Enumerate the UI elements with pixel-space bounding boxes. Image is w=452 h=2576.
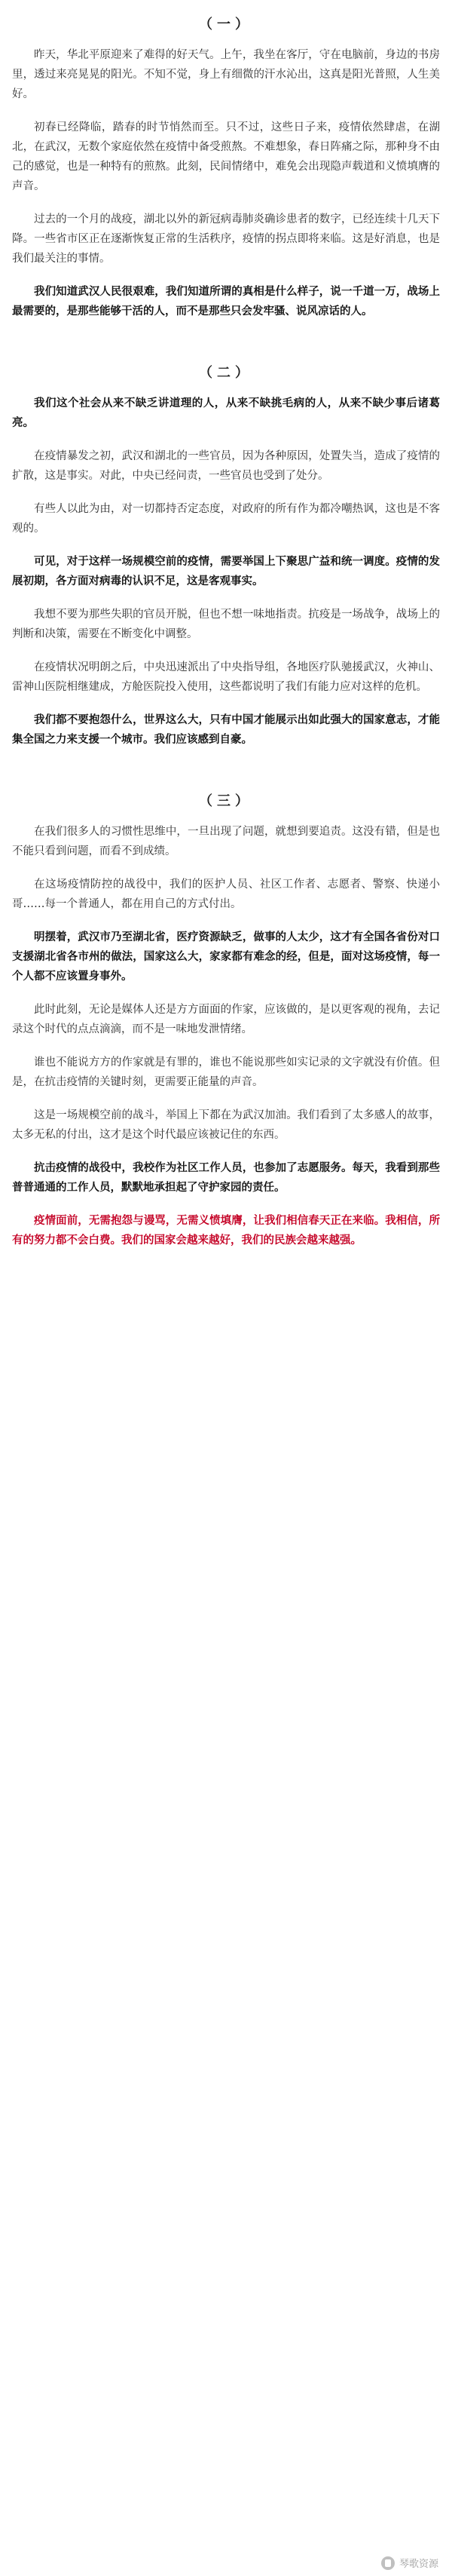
section-1-paragraph-1: 昨天，华北平原迎来了难得的好天气。上午，我坐在客厅，守在电脑前，身边的书房里，透过来亮晃晃的阳光。不知不觉，身上有细微的汗水沁出，这真是阳光普照，人生美好。 — [12, 49, 440, 100]
section-1-paragraph-4: 我们知道武汉人民很艰难，我们知道所谓的真相是什么样子，说一千道一万，战场上最需要的，是那些能够干活的人，而不是那些只会发牢骚、说风凉话的人。 — [12, 285, 440, 317]
section-2-paragraph-4: 可见，对于这样一场规模空前的疫情，需要举国上下聚思广益和统一调度。疫情的发展初期，各方面对病毒的认识不足，这是客观事实。 — [12, 555, 440, 587]
section-2-paragraph-3: 有些人以此为由，对一切都持否定态度，对政府的所有作为都冷嘲热讽，这也是不客观的。 — [12, 503, 440, 535]
section-3-paragraph-5: 谁也不能说方方的作家就是有罪的，谁也不能说那些如实记录的文字就没有价值。但是，在抗击疫情的关键时刻，更需要正能量的声音。 — [12, 1056, 440, 1088]
section-3-paragraph-7: 抗击疫情的战役中，我校作为社区工作人员，也参加了志愿服务。每天，我看到那些普普通通的工作人员，默默地承担起了守护家园的责任。 — [12, 1161, 440, 1194]
section-2-paragraph-2: 在疫情暴发之初，武汉和湖北的一些官员，因为各种原因，处置失当，造成了疫情的扩散，这是事实。对此，中央已经问责，一些官员也受到了处分。 — [12, 450, 440, 482]
section-3-paragraph-2: 在这场疫情防控的战役中，我们的医护人员、社区工作者、志愿者、警察、快递小哥……每一个普通人，都在用自己的方式付出。 — [12, 879, 440, 910]
watermark-label: 琴歌资源 — [399, 2559, 438, 2570]
section-1-paragraph-2: 初春已经降临，踏春的时节悄然而至。只不过，这些日子来，疫情依然肆虐，在湖北，在武汉，无数个家庭依然在疫情中备受煎熬。不难想象，春日阵痛之际，那种身不由己的感觉，也是一种特有的煎熬。此刻，民间情绪中，难免会出现隐声载道和义愤填膺的声音。 — [12, 121, 440, 192]
section-3-paragraph-1: 在我们很多人的习惯性思维中，一旦出现了问题，就想到要追责。这没有错，但是也不能只看到问题，而看不到成绩。 — [12, 826, 440, 857]
source-watermark — [381, 2556, 438, 2570]
section-3-paragraph-4: 此时此刻，无论是媒体人还是方方面面的作家，应该做的，是以更客观的视角，去记录这个时代的点点滴滴，而不是一味地发泄情绪。 — [12, 1004, 440, 1035]
section-1-paragraph-3: 过去的一个月的战疫，湖北以外的新冠病毒肺炎确诊患者的数字，已经连续十几天下降。一些省市区正在逐渐恢复正常的生活秩序，疫情的拐点即将来临。这是好消息，也是我们最关注的事情。 — [12, 213, 440, 265]
section-2-marker: （二） — [199, 365, 253, 381]
section-3-marker: （三） — [199, 793, 253, 809]
section-2-paragraph-7: 我们都不要抱怨什么，世界这么大，只有中国才能展示出如此强大的国家意志，才能集全国之力来支援一个城市。我们应该感到自豪。 — [12, 713, 440, 746]
section-2-paragraph-1: 我们这个社会从来不缺乏讲道理的人，从来不缺挑毛病的人，从来不缺少事后诸葛亮。 — [12, 397, 440, 429]
section-3-paragraph-6: 这是一场规模空前的战斗，举国上下都在为武汉加油。我们看到了太多感人的故事，太多无私的付出，这才是这个时代最应该被记住的东西。 — [12, 1109, 440, 1141]
closing-paragraph: 疫情面前，无需抱怨与谩骂，无需义愤填膺，让我们相信春天正在来临。我相信，所有的努力都不会白费。我们的国家会越来越好，我们的民族会越来越强。 — [12, 1214, 440, 1247]
section-2-paragraph-5: 我想不要为那些失职的官员开脱，但也不想一味地指责。抗疫是一场战争，战场上的判断和决策，需要在不断变化中调整。 — [12, 609, 440, 640]
wechat-official-account-icon — [381, 2556, 395, 2570]
section-1-marker: （一） — [199, 17, 253, 32]
section-2-paragraph-6: 在疫情状况明朗之后，中央迅速派出了中央指导组，各地医疗队驰援武汉，火神山、雷神山医院相继建成，方舱医院投入使用，这些都说明了我们有能力应对这样的危机。 — [12, 661, 440, 693]
section-3-paragraph-3: 明摆着，武汉市乃至湖北省，医疗资源缺乏，做事的人太少，这才有全国各省份对口支援湖北省各市州的做法，国家这么大，家家都有难念的经，但是，面对这场疫情，每一个人都不应该置身事外。 — [12, 931, 440, 983]
